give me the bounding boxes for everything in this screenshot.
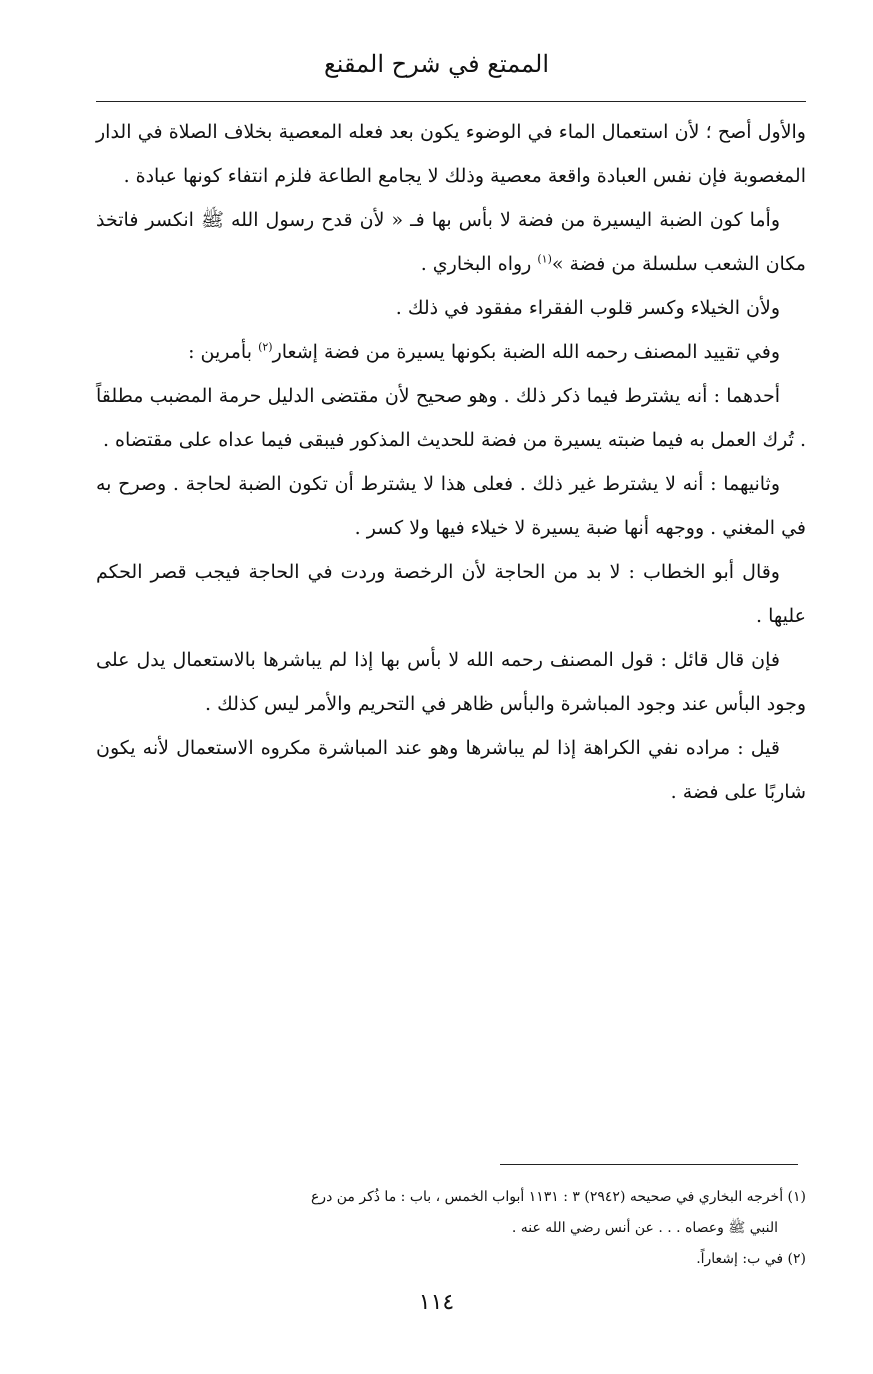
paragraph-3: ولأن الخيلاء وكسر قلوب الفقراء مفقود في ذلك . (395, 297, 780, 319)
paragraph-4-text: وفي تقييد المصنف رحمه الله الضبة بكونها يسيرة من فضة إشعار (272, 341, 780, 363)
paragraph-1: والأول أصح ؛ لأن استعمال الماء في الوضوء يكون بعد فعله المعصية بخلاف الصلاة في الدار المغصوبة فإن نفس العبادة واقعة معصية وذلك لا يجامع الطاعة فلزم انتفاء كونها عبادة . (96, 121, 806, 187)
footnote-ref-1[interactable]: (١) (537, 252, 552, 266)
footnote-rule (500, 1164, 798, 1165)
footnote-1: (١) أخرجه البخاري في صحيحه (٢٩٤٢) ٣ : ١١٣١ أبواب الخمس ، باب : ما ذُكر من درع (310, 1189, 806, 1205)
paragraph-8: فإن قال قائل : قول المصنف رحمه الله لا بأس بها إذا لم يباشرها بالاستعمال يدل على وجود البأس عند وجود المباشرة والبأس ظاهر في التحريم والأمر ليس كذلك . (96, 649, 806, 715)
paragraph-6: وثانيهما : أنه لا يشترط غير ذلك . فعلى هذا لا يشترط أن تكون الضبة لحاجة . وصرح به في المغني . ووجهه أنها ضبة يسيرة لا خيلاء فيها ولا كسر . (96, 473, 806, 539)
footnotes (96, 1182, 806, 1275)
paragraph-7: وقال أبو الخطاب : لا بد من الحاجة لأن الرخصة وردت في الحاجة فيجب قصر الحكم عليها . (96, 561, 806, 627)
paragraph-4-tail: بأمرين : (188, 341, 259, 363)
paragraph-2-text: وأما كون الضبة اليسيرة من فضة لا بأس بها فـ « لأن قدح رسول الله ﷺ انكسر فاتخذ مكان الشعب سلسلة من فضة » (96, 209, 806, 275)
paragraph-5: أحدهما : أنه يشترط فيما ذكر ذلك . وهو صحيح لأن مقتضى الدليل حرمة المضبب مطلقاً . تُرك العمل به فيما ضبته يسيرة من فضة للحديث المذكور فيبقى فيما عداه على مقتضاه . (96, 385, 806, 451)
paragraph-9: قيل : مراده نفي الكراهة إذا لم يباشرها وهو عند المباشرة مكروه الاستعمال لأنه يكون شاربًا على فضة . (96, 737, 806, 803)
paragraph-2 (96, 198, 806, 286)
page-number: ١١٤ (418, 1290, 455, 1315)
footnote-2: (٢) في ب: إشعاراً. (696, 1251, 806, 1267)
header-rule (96, 101, 806, 102)
paragraph-2-tail: رواه البخاري . (420, 253, 538, 275)
running-header: الممتع في شرح المقنع (324, 50, 549, 78)
body-text (96, 110, 806, 814)
footnote-1-continued: النبي ﷺ وعصاه . . . عن أنس رضي الله عنه . (511, 1220, 778, 1236)
paragraph-4 (96, 330, 806, 374)
footnote-ref-2[interactable]: (٢) (258, 340, 273, 354)
